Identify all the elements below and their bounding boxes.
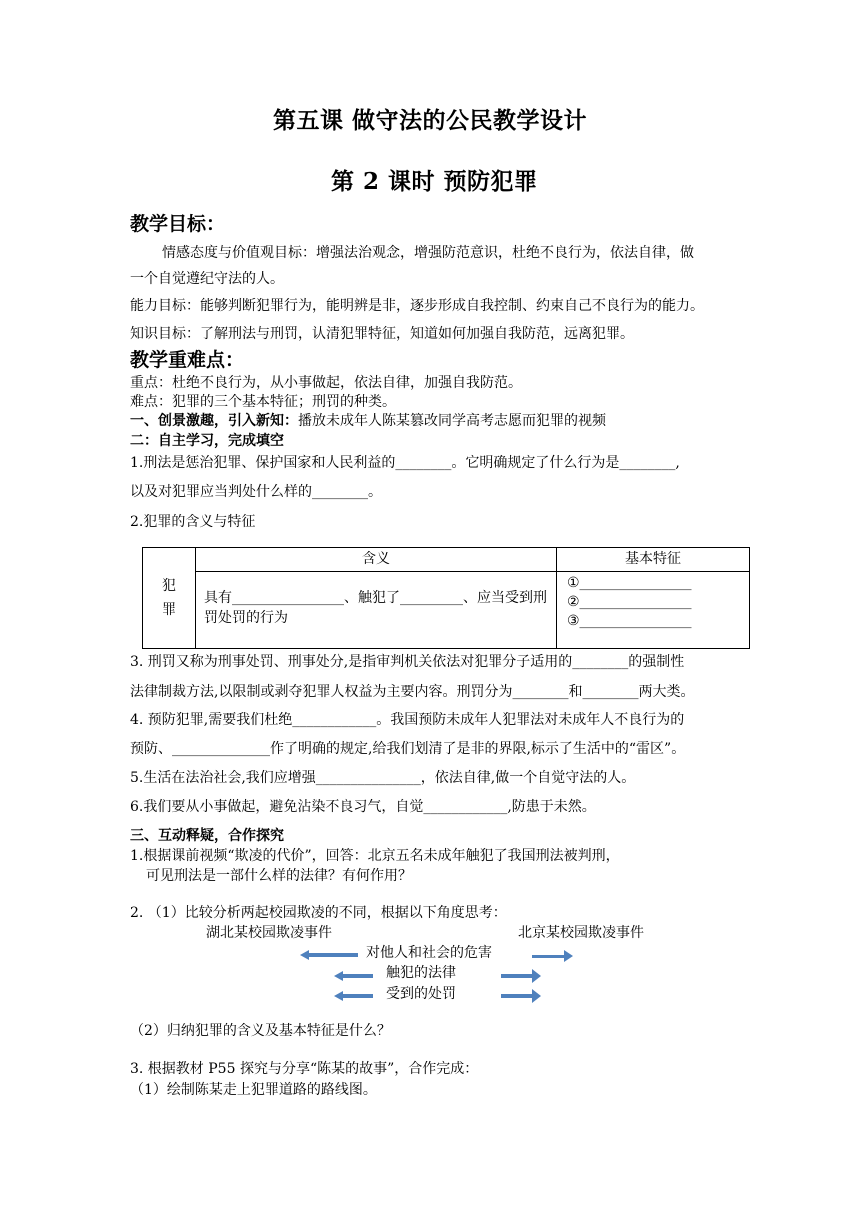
arrow-left-icon (300, 950, 358, 960)
objectives-heading: 教学目标： (130, 213, 226, 235)
question-4-line1: 4. 预防犯罪,需要我们杜绝____________。我国预防未成年人犯罪法对未成年人不良行为的 (130, 712, 685, 728)
angle-punishment: 受到的处罚 (386, 986, 456, 1002)
question-2: 2.犯罪的含义与特征 (130, 514, 256, 530)
step1-label: 一、创景激趣，引入新知： (130, 413, 298, 429)
definition-cell: 具有________________、触犯了_________、应当受到刑罚处罚的行为 (196, 572, 557, 649)
question-5: 5.生活在法治社会,我们应增强_______________，依法自律,做一个自觉守法的人。 (130, 770, 636, 786)
arrow-left-icon (334, 991, 373, 1001)
crime-side-label (143, 548, 196, 649)
objective-emotion-line1: 情感态度与价值观目标：增强法治观念，增强防范意识，杜绝不良行为，依法自律，做 (162, 245, 694, 261)
page-subtitle: 第 2 课时 预防犯罪 (331, 168, 538, 195)
arrow-left-icon (334, 971, 373, 981)
crime-table (142, 547, 750, 649)
inquiry-2: 2. （1）比较分析两起校园欺凌的不同，根据以下角度思考： (130, 905, 507, 921)
question-3-line2: 法律制裁方法,以限制或剥夺犯罪人权益为主要内容。刑罚分为________和________两大类。 (130, 684, 695, 700)
header-meaning: 含义 (196, 548, 557, 572)
objective-knowledge: 知识目标：了解刑法与刑罚，认清犯罪特征，知道如何加强自我防范，远离犯罪。 (130, 326, 634, 342)
angle-harm: 对他人和社会的危害 (366, 945, 492, 961)
question-4-line2: 预防、______________作了明确的规定,给我们划清了是非的界限,标示了生活中的“雷区”。 (130, 741, 686, 757)
angle-law: 触犯的法律 (386, 965, 456, 981)
objective-ability: 能力目标：能够判断犯罪行为，能明辨是非，逐步形成自我控制、约束自己不良行为的能力。 (130, 298, 704, 314)
comparison-arrows (300, 942, 590, 1008)
page-title: 第五课 做守法的公民教学设计 (273, 107, 588, 134)
inquiry-3: 3. 根据教材 P55 探究与分享“陈某的故事”，合作完成： (130, 1061, 479, 1077)
step1-text: 播放未成年人陈某篡改同学高考志愿而犯罪的视频 (298, 413, 606, 429)
step2-label: 二：自主学习，完成填空 (130, 433, 284, 449)
inquiry-2-part2: （2）归纳犯罪的含义及基本特征是什么？ (130, 1023, 391, 1039)
arrow-right-icon (532, 950, 573, 962)
feature-1: ①________________ (567, 575, 692, 591)
step1-line (130, 414, 606, 428)
side-char-1: 犯 (162, 578, 176, 594)
difficult-point: 难点：犯罪的三个基本特征；刑罚的种类。 (130, 394, 396, 410)
feature-2: ②________________ (567, 594, 692, 610)
header-features: 基本特征 (557, 548, 750, 572)
question-3-line1: 3. 刑罚又称为刑事处罚、刑事处分,是指审判机关依法对犯罪分子适用的________的强制性 (130, 654, 685, 670)
case-left: 湖北某校园欺凌事件 (206, 925, 332, 941)
inquiry-3-part1: （1）绘制陈某走上犯罪道路的路线图。 (130, 1082, 377, 1098)
arrow-right-icon (501, 989, 541, 1003)
step3-label: 三、互动释疑，合作探究 (130, 828, 284, 844)
question-1-line2: 以及对犯罪应当判处什么样的________。 (130, 484, 382, 500)
keypoints-heading: 教学重难点： (130, 349, 245, 371)
inquiry-1-line1: 1.根据课前视频“欺凌的代价”，回答：北京五名未成年触犯了我国刑法被判刑， (130, 848, 620, 864)
arrow-right-icon (501, 969, 541, 983)
question-1-line1: 1.刑法是惩治犯罪、保护国家和人民利益的________。它明确规定了什么行为是________, (130, 455, 680, 471)
inquiry-1-line2: 可见刑法是一部什么样的法律？有何作用？ (146, 868, 412, 884)
arrow-group (300, 950, 573, 1003)
feature-3: ③________________ (567, 613, 692, 629)
objective-emotion-line2: 一个自觉遵纪守法的人。 (130, 271, 284, 287)
side-char-2: 罪 (162, 602, 176, 618)
features-cell (557, 572, 750, 649)
case-right: 北京某校园欺凌事件 (518, 925, 644, 941)
question-6: 6.我们要从小事做起，避免沾染不良习气，自觉____________,防患于未然。 (130, 799, 596, 815)
key-point: 重点：杜绝不良行为，从小事做起，依法自律，加强自我防范。 (130, 375, 522, 391)
